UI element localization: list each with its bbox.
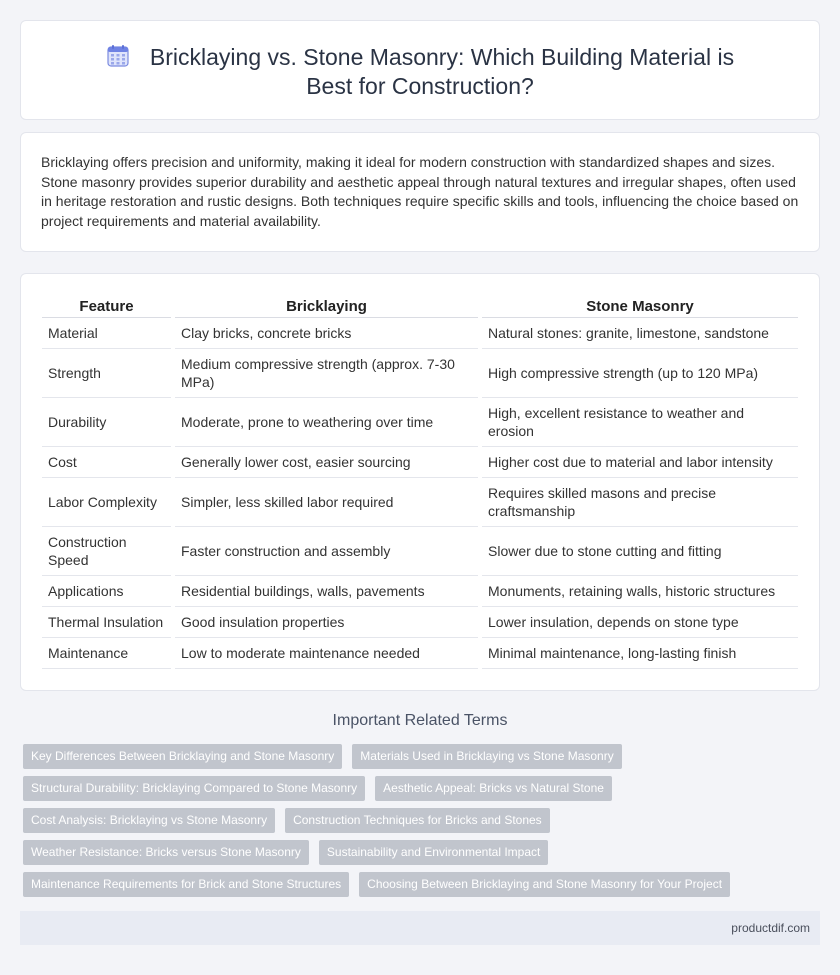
related-term-tag[interactable]: Cost Analysis: Bricklaying vs Stone Masonry <box>23 808 275 833</box>
stone-masonry-cell: Minimal maintenance, long-lasting finish <box>482 638 798 669</box>
footer <box>20 911 820 945</box>
page-title-text: Bricklaying vs. Stone Masonry: Which Building Material is Best for Construction? <box>149 44 735 99</box>
bricklaying-cell: Residential buildings, walls, pavements <box>175 576 478 607</box>
page-title <box>21 43 819 101</box>
related-terms-list <box>23 744 803 904</box>
bricklaying-cell: Simpler, less skilled labor required <box>175 478 478 527</box>
related-term-tag[interactable]: Choosing Between Bricklaying and Stone Masonry for Your Project <box>359 872 730 897</box>
footer-site-link[interactable]: productdif.com <box>731 921 810 935</box>
related-term-tag[interactable]: Sustainability and Environmental Impact <box>319 840 548 865</box>
bricklaying-cell: Clay bricks, concrete bricks <box>175 318 478 349</box>
table-row <box>42 527 798 576</box>
feature-cell: Material <box>42 318 171 349</box>
intro-card <box>20 132 820 252</box>
related-term-tag[interactable]: Aesthetic Appeal: Bricks vs Natural Stone <box>375 776 612 801</box>
stone-masonry-cell: Requires skilled masons and precise craftsmanship <box>482 478 798 527</box>
related-term-tag[interactable]: Materials Used in Bricklaying vs Stone Masonry <box>352 744 621 769</box>
table-header-row <box>42 294 798 318</box>
bricklaying-cell: Medium compressive strength (approx. 7-30 MPa) <box>175 349 478 398</box>
table-row <box>42 576 798 607</box>
bricklaying-cell: Moderate, prone to weathering over time <box>175 398 478 447</box>
table-row <box>42 318 798 349</box>
stone-masonry-cell: Lower insulation, depends on stone type <box>482 607 798 638</box>
comparison-table <box>42 294 798 669</box>
related-term-tag[interactable]: Weather Resistance: Bricks versus Stone Masonry <box>23 840 309 865</box>
feature-cell: Maintenance <box>42 638 171 669</box>
related-terms-heading: Important Related Terms <box>332 712 508 729</box>
stone-masonry-cell: High, excellent resistance to weather and erosion <box>482 398 798 447</box>
bricklaying-cell: Good insulation properties <box>175 607 478 638</box>
table-row <box>42 607 798 638</box>
header-bricklaying: Bricklaying <box>175 294 478 318</box>
comparison-card <box>20 273 820 691</box>
table-row <box>42 398 798 447</box>
table-row <box>42 478 798 527</box>
related-term-tag[interactable]: Key Differences Between Bricklaying and Stone Masonry <box>23 744 342 769</box>
table-row <box>42 447 798 478</box>
feature-cell: Cost <box>42 447 171 478</box>
bricklaying-cell: Low to moderate maintenance needed <box>175 638 478 669</box>
stone-masonry-cell: Higher cost due to material and labor intensity <box>482 447 798 478</box>
feature-cell: Labor Complexity <box>42 478 171 527</box>
stone-masonry-cell: Natural stones: granite, limestone, sandstone <box>482 318 798 349</box>
stone-masonry-cell: Slower due to stone cutting and fitting <box>482 527 798 576</box>
calendar-icon <box>106 44 130 68</box>
table-row <box>42 349 798 398</box>
related-term-tag[interactable]: Maintenance Requirements for Brick and Stone Structures <box>23 872 349 897</box>
feature-cell: Strength <box>42 349 171 398</box>
related-term-tag[interactable]: Construction Techniques for Bricks and Stones <box>285 808 550 833</box>
feature-cell: Durability <box>42 398 171 447</box>
table-row <box>42 638 798 669</box>
bricklaying-cell: Faster construction and assembly <box>175 527 478 576</box>
feature-cell: Construction Speed <box>42 527 171 576</box>
intro-paragraph: Bricklaying offers precision and uniformity, making it ideal for modern construction with standardized shapes and sizes. Stone masonry provides superior durability and aesthetic appeal through natural textures and irregular shapes, often used in heritage restoration and rustic designs. Both techniques require specific skills and tools, influencing the choice based on project requirements and material availability. <box>41 154 799 229</box>
related-term-tag[interactable]: Structural Durability: Bricklaying Compared to Stone Masonry <box>23 776 365 801</box>
bricklaying-cell: Generally lower cost, easier sourcing <box>175 447 478 478</box>
header-card <box>20 20 820 120</box>
header-stone-masonry: Stone Masonry <box>482 294 798 318</box>
stone-masonry-cell: High compressive strength (up to 120 MPa) <box>482 349 798 398</box>
header-feature: Feature <box>42 294 171 318</box>
feature-cell: Applications <box>42 576 171 607</box>
feature-cell: Thermal Insulation <box>42 607 171 638</box>
stone-masonry-cell: Monuments, retaining walls, historic structures <box>482 576 798 607</box>
